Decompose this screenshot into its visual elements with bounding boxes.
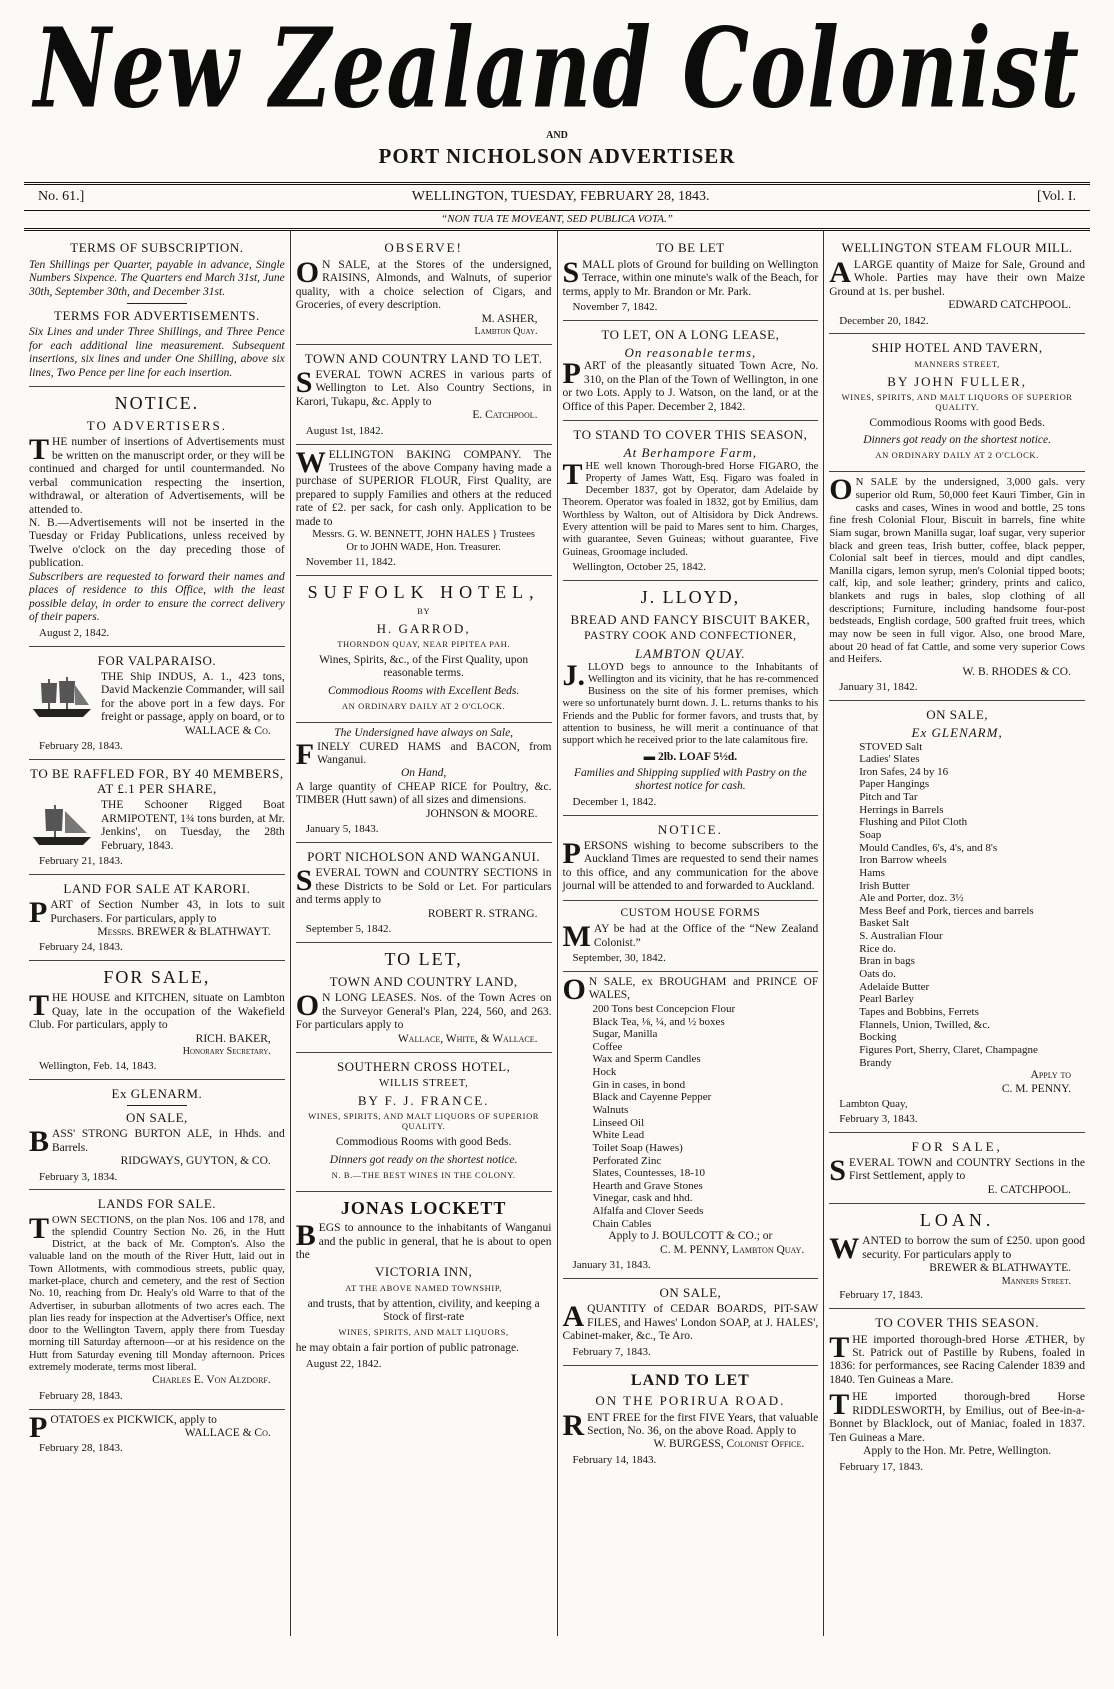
to-advertisers: TO ADVERTISERS.: [86, 418, 227, 434]
motto: “NON TUA TE MOVEANT, SED PUBLICA VOTA.”: [24, 211, 1090, 232]
riddlesworth-text: THE imported thorough-bred Horse RIDDLESWORTH, by Emilius, out of Bee-in-a-Bonnet by Blacklock, out of Maniac, foaled in 1837. Ten Guineas a Mare.: [829, 1388, 1085, 1444]
glenarm-goods-heading: ON SALE,: [926, 707, 989, 723]
notice-date: August 2, 1842.: [39, 626, 110, 639]
list-item: White Lead: [592, 1129, 645, 1142]
to-be-let-ad: [563, 234, 819, 320]
lands-text: TOWN SECTIONS, on the plan Nos. 106 and 178, and the splendid Country Section No. 26, in the Hutt District, at the back of Mr. Compton's. Also the valuable land on the mouth of the River Hutt, laid out in Town Allotments, with commodious streets, public quay, market-place, church and cemetery, and the rest of Section No. 10, reaching from Dr. Healy's old Warre to that of the Advertiser, in suburban allotments of two acres each. The plan lies ready for inspection at the Advertiser's Office, next door to the Wellington Tavern, apply there from Tuesday morning till Saturday afternoon—or at his residence on the Hutt from Saturday evening till Monday afternoon. Prices extremely moderate, terms most liberal.: [29, 1211, 285, 1373]
hams-text: FINELY CURED HAMS and BACON, from Wanganui.: [295, 737, 552, 771]
custom-forms-text: MAY be had at the Office of the “New Zealand Colonist.”: [562, 920, 819, 954]
newspaper-subtitle: PORT NICHOLSON ADVERTISER: [378, 143, 736, 168]
porirua-ad: [563, 1366, 819, 1473]
to-be-let-heading: TO BE LET: [656, 240, 725, 256]
lloyd-families: Families and Shipping supplied with Pastry on the shortest notice for cash.: [573, 766, 807, 793]
figaro-ad: [563, 421, 819, 581]
southern-cross-text: WINES, SPIRITS, AND MALT LIQUORS OF SUPERIOR QUALITY.: [308, 1111, 540, 1132]
lloyd-location: LAMBTON QUAY.: [635, 646, 746, 662]
lloyd-subheading-2: PASTRY COOK AND CONFECTIONER,: [584, 629, 797, 642]
raffle-text: THE Schooner Rigged Boat ARMIPOTENT, 1¾ tons burden, at Mr. Jenkins', on Tuesday, the 28th February, 1843.: [101, 799, 285, 852]
list-item: Hock: [592, 1066, 617, 1079]
list-item: Irish Butter: [859, 879, 910, 892]
glenarm-goods-ad: [829, 701, 1085, 1133]
suffolk-text: Wines, Spirits, &c., of the First Quality, upon reasonable terms.: [319, 653, 529, 680]
columns: [24, 231, 1090, 1636]
lands-sale-ad: [29, 1190, 285, 1409]
list-item: Basket Salt: [859, 917, 910, 930]
brougham-item-list: [563, 1003, 819, 1231]
list-item: Figures Port, Sherry, Claret, Champagne: [859, 1043, 1038, 1056]
for-sale-sections-ad: [829, 1133, 1085, 1205]
port-nicholson-text: SEVERAL TOWN and COUNTRY SECTIONS in these Districts to be Sold or Let. For particulars and terms apply to: [295, 864, 552, 907]
house-sale-signature-title: Honorary Secretary.: [182, 1046, 271, 1058]
notice-section: [29, 387, 285, 646]
southern-cross-nb: N. B.—THE BEST WINES IN THE COLONY.: [331, 1170, 516, 1181]
jonas-lockett-text-3: and trusts, that by attention, civility, and keeping a Stock of first-rate: [307, 1297, 540, 1324]
lloyd-ad: [563, 581, 819, 816]
long-lease-text: PART of the pleasantly situated Town Acre, No. 310, on the Plan of the Town of Wellington, in one or two Lots. Apply to J. Watson, on the land, or at the Office of this Paper. December 2, 1842.: [562, 357, 819, 413]
brougham-date: January 31, 1843.: [572, 1259, 651, 1272]
southern-cross-by: BY F. J. FRANCE.: [357, 1093, 490, 1109]
house-sale-date: Wellington, Feb. 14, 1843.: [39, 1059, 157, 1072]
observe-heading: OBSERVE!: [384, 240, 463, 256]
southern-cross-heading: SOUTHERN CROSS HOTEL,: [336, 1059, 511, 1075]
lands-heading: LANDS FOR SALE.: [97, 1196, 217, 1212]
loan-signature: BREWER & BLATHWAYTE.: [929, 1262, 1071, 1275]
ship-hotel-ad: [829, 334, 1085, 472]
list-item: Oats do.: [859, 968, 896, 981]
glenarm-apply: Apply to: [1030, 1069, 1071, 1082]
house-sale-ad: [29, 961, 285, 1079]
list-item: S. Australian Flour: [859, 930, 943, 943]
terms-text: Ten Shillings per Quarter, payable in advance, Single Numbers Sixpence. The Quarters end March 31st, June 30th, September 30th, and December 31st.: [29, 258, 285, 298]
loan-heading: LOAN.: [919, 1210, 995, 1231]
port-nicholson-date: September 5, 1842.: [305, 923, 392, 936]
porirua-text: RENT FREE for the first FIVE Years, that valuable Section, No. 36, on the above Road. Apply to: [562, 1408, 819, 1442]
southern-cross-dinners: Dinners got ready on the shortest notice.: [329, 1153, 518, 1166]
auckland-notice-ad: [563, 816, 819, 901]
potatoes-signature: WALLACE & Co.: [184, 1427, 271, 1439]
southern-cross-ad: [296, 1053, 552, 1192]
suffolk-heading: SUFFOLK HOTEL,: [307, 581, 540, 602]
potatoes-text: POTATOES ex PICKWICK, apply to: [29, 1410, 217, 1444]
list-item: Black Tea, ⅛, ¼, and ½ boxes: [592, 1015, 725, 1028]
port-nicholson-heading: PORT NICHOLSON AND WANGANUI.: [307, 849, 541, 865]
jonas-lockett-text-5: he may obtain a fair portion of public patronage.: [295, 1342, 519, 1355]
cedar-text: AQUANTITY of CEDAR BOARDS, PIT-SAW FILES, and Hawes' London SOAP, at J. HALES', Cabinet-maker, &c., Te Aro.: [562, 1300, 819, 1343]
divider: [127, 1105, 187, 1106]
lloyd-text: J.LLOYD begs to announce to the Inhabitants of Wellington and its vicinity, that he has re-commenced Business on the site of his former premises, which were so unfortunately burnt down. J. L. returns thanks to his Friends and the Public for former favors, and trusts that, by attention to business, he will merit a continuance of that support which he received prior to the late calamitous fire.: [562, 658, 819, 747]
list-item: Hearth and Grave Stones: [592, 1179, 703, 1192]
porirua-heading: LAND TO LET: [630, 1371, 750, 1389]
baking-company-ad: [296, 445, 552, 576]
brougham-signature: Apply to J. BOULCOTT & CO.; or: [608, 1230, 773, 1243]
list-item: Alfalfa and Clover Seeds: [592, 1205, 704, 1218]
list-item: Mess Beef and Pork, tierces and barrels: [859, 904, 1034, 917]
cover-season-ad: [829, 1309, 1085, 1479]
to-let-heading: TO LET,: [384, 948, 463, 969]
jonas-lockett-date: August 22, 1842.: [305, 1357, 382, 1370]
karori-heading: LAND FOR SALE AT KARORI.: [63, 880, 251, 896]
cover-season-signature: Apply to the Hon. Mr. Petre, Wellington.: [863, 1445, 1052, 1458]
ship-icon: [29, 673, 95, 721]
ship-hotel-by: BY JOHN FULLER,: [887, 373, 1027, 389]
lloyd-subheading: BREAD AND FANCY BISCUIT BAKER,: [570, 611, 811, 627]
loan-signature-street: Manners Street.: [1001, 1275, 1071, 1287]
raffle-date: February 21, 1843.: [39, 855, 123, 868]
glenarm-heading: Ex GLENARM.: [111, 1085, 203, 1101]
custom-forms-date: September, 30, 1842.: [572, 952, 666, 965]
list-item: Gin in cases, in bond: [592, 1078, 686, 1091]
bass-ale-date: February 3, 1834.: [39, 1170, 118, 1183]
porirua-date: February 14, 1843.: [572, 1453, 657, 1466]
brougham-text: ON SALE, ex BROUGHAM and PRINCE OF WALES,: [562, 972, 819, 1006]
list-item: Paper Hangings: [859, 778, 930, 791]
column-1: [24, 231, 291, 1636]
list-item: Slates, Countesses, 18-10: [592, 1167, 705, 1180]
lands-signature: Charles E. Von Alzdorf.: [152, 1374, 271, 1387]
long-lease-heading: TO LET, ON A LONG LEASE,: [601, 326, 780, 342]
aether-text: THE imported thorough-bred Horse ÆTHER, by St. Patrick out of Pastille by Rubens, foaled in 1836: for performances, see Racing Calender 1839 and 1840. Ten Guineas a Mare.: [829, 1330, 1085, 1386]
to-be-let-text: SMALL plots of Ground for building on Wellington Terrace, within one minute's walk of the Beach, for terms, apply to Mr. Brandon or Mr. Park.: [562, 255, 819, 298]
hams-text-2: A large quantity of CHEAP RICE for Poultry, &c. TIMBER (Hutt sawn) of all sizes and dimensions.: [295, 780, 552, 807]
list-item: Tapes and Bobbins, Ferrets: [859, 1005, 979, 1018]
list-item: STOVED Salt: [859, 740, 923, 753]
raffle-heading: TO BE RAFFLED FOR, BY 40 MEMBERS, AT £.1 PER SHARE,: [30, 765, 284, 797]
rhodes-date: January 31, 1842.: [839, 681, 918, 694]
volume-number: [Vol. I.: [1036, 189, 1076, 205]
newspaper-title: New Zealand Colonist: [33, 4, 1081, 133]
baking-signature: Messrs. G. W. BENNETT, JOHN HALES } Trustees: [312, 529, 535, 541]
town-land-signature: E. Catchpool.: [472, 409, 538, 422]
suffolk-ordinary: AN ORDINARY DAILY AT 2 O'CLOCK.: [341, 701, 506, 712]
list-item: Bran in bags: [859, 955, 915, 968]
baking-date: November 11, 1842.: [305, 555, 396, 568]
figaro-subheading: At Berhampore Farm,: [623, 445, 758, 461]
valparaiso-text: THE Ship INDUS, A. 1., 423 tons, David Mackenzie Commander, will sail for the above port in a few days. For freight or passage, apply on board, or to: [101, 670, 285, 724]
to-let-signature: Wallace, White, & Wallace.: [397, 1032, 538, 1045]
jonas-lockett-ad: [296, 1192, 552, 1377]
karori-signature: Messrs. BREWER & BLATHWAYT.: [97, 926, 271, 939]
to-let-text: ON LONG LEASES. Nos. of the Town Acres on the Surveyor General's Plan, 224, 560, and 263. For particulars apply to: [295, 989, 552, 1032]
raffle-ad: [29, 760, 285, 875]
baking-treasurer: Or to JOHN WADE, Hon. Treasurer.: [346, 541, 501, 553]
port-nicholson-signature: ROBERT R. STRANG.: [427, 907, 538, 920]
figaro-text: THE well known Thorough-bred Horse FIGARO, the Property of James Watt, Esq. Figaro was foaled in December 1837, got by Operator, dam Adelaide by Theorem. Operator was foaled in 1832, got by Emilius, dam Worthless by Walton, out of Altisidora by Dick Andrews. Every attention will be paid to Mares sent to him. Charges, with guarantee, Seven Guineas; without guarantee, Five Guineas, Groomage included.: [562, 457, 819, 558]
list-item: 200 Tons best Concepcion Flour: [592, 1002, 736, 1015]
list-item: Iron Safes, 24 by 16: [859, 765, 949, 778]
for-sale-text: SEVERAL TOWN and COUNTRY Sections in the First Settlement, apply to: [829, 1154, 1085, 1187]
long-lease-ad: [563, 321, 819, 421]
on-sale-heading: ON SALE,: [125, 1109, 188, 1125]
southern-cross-street: WILLIS STREET,: [378, 1077, 469, 1090]
notice-heading: NOTICE.: [114, 393, 200, 414]
observe-signature: M. ASHER,: [481, 312, 538, 325]
list-item: Mould Candles, 6's, 4's, and 8's: [859, 841, 998, 854]
list-item: Flannels, Union, Twilled, &c.: [859, 1018, 990, 1031]
flour-mill-ad: [829, 234, 1085, 334]
custom-forms-ad: [563, 901, 819, 972]
valparaiso-signature: WALLACE & Co.: [184, 724, 271, 737]
list-item: Sugar, Manilla: [592, 1028, 658, 1041]
column-3: [558, 231, 825, 1636]
column-4: [824, 231, 1090, 1636]
loan-date: February 17, 1843.: [839, 1289, 923, 1302]
terms-section: [29, 234, 285, 387]
hams-signature: JOHNSON & MOORE.: [426, 807, 538, 820]
karori-date: February 24, 1843.: [39, 941, 123, 954]
to-be-let-date: November 7, 1842.: [572, 301, 658, 314]
cedar-date: February 7, 1843.: [572, 1345, 651, 1358]
list-item: Herrings in Barrels: [859, 803, 944, 816]
flour-mill-text: ALARGE quantity of Maize for Sale, Ground and Whole. Parties may have their own Maize Ground at 1s. per bushel.: [829, 255, 1085, 298]
divider: [127, 303, 187, 304]
karori-text: PART of Section Number 43, in lots to suit Purchasers. For particulars, apply to: [29, 896, 285, 930]
list-item: Toilet Soap (Hawes): [592, 1141, 683, 1154]
figaro-date: Wellington, October 25, 1842.: [572, 560, 707, 573]
observe-text: ON SALE, at the Stores of the undersigned, RAISINS, Almonds, and Walnuts, of superior quality, with a choice selection of Cigars, and Groceries, of every description.: [295, 255, 552, 312]
hams-on-hand: On Hand,: [400, 767, 447, 780]
suffolk-proprietor: H. GARROD,: [376, 620, 471, 636]
list-item: Chain Cables: [592, 1217, 652, 1230]
ship-hotel-ordinary: AN ORDINARY DAILY AT 2 O'CLOCK.: [875, 450, 1039, 461]
town-land-heading: TOWN AND COUNTRY LAND TO LET.: [304, 350, 543, 366]
town-land-ad: [296, 345, 552, 445]
glenarm-signature: C. M. PENNY.: [1001, 1082, 1071, 1095]
valparaiso-date: February 28, 1843.: [39, 739, 123, 752]
lands-date: February 28, 1843.: [39, 1389, 123, 1402]
ship-hotel-street: MANNERS STREET,: [914, 358, 1000, 369]
list-item: Wax and Sperm Candles: [592, 1053, 701, 1066]
flour-mill-heading: WELLINGTON STEAM FLOUR MILL.: [841, 240, 1073, 256]
list-item: Hams: [859, 866, 885, 879]
issue-date: WELLINGTON, TUESDAY, FEBRUARY 28, 1843.: [411, 189, 710, 205]
ship-icon: [29, 801, 95, 849]
list-item: Flushing and Pilot Cloth: [859, 816, 968, 829]
glenarm-item-list: [829, 741, 1085, 1070]
suffolk-address: THORNDON QUAY, NEAR PIPITEA PAH.: [337, 638, 511, 649]
list-item: Vinegar, cask and hhd.: [592, 1192, 693, 1205]
ship-hotel-dinners: Dinners got ready on the shortest notice.: [863, 434, 1051, 447]
issue-number: No. 61.]: [38, 189, 85, 205]
auckland-notice-heading: NOTICE.: [657, 821, 723, 837]
rhodes-signature: W. B. RHODES & CO.: [962, 665, 1071, 678]
cover-season-heading: TO COVER THIS SEASON.: [875, 1315, 1040, 1331]
rhodes-text: ON SALE by the undersigned, 3,000 gals. very superior old Rum, 50,000 feet Kauri Timber, Gin in casks and cases, Wines in wood and bottle, 25 tons fine fresh Colonial Flour, Biscuit in barrels, fine white Siam sugar, brown Manilla sugar, loaf sugar, very superior black and green teas, Irish butter, coffee, black pepper, Colonial salt beef in tierces, mould and dipt candles, Manilla cigars, lemon syrup, men's Colonial tipped boots; calf, kip, and sole leather; grindery, prints and calico, blankets and rugs in bales, slop clothing of all descriptions; Furniture, including handsome four-post bedsteads, English cordage, 500 grafted fruit trees, which may now be seen in full vigor. Also, one brood Mare, about 20 head of fat Cattle, and some very superior Cows and Heifers.: [829, 473, 1085, 666]
valparaiso-heading: FOR VALPARAISO.: [97, 652, 217, 668]
jonas-lockett-wines: WINES, SPIRITS, AND MALT LIQUORS,: [338, 1327, 509, 1338]
list-item: Adelaide Butter: [859, 980, 930, 993]
glenarm-place: Lambton Quay,: [839, 1098, 908, 1111]
suffolk-rooms: Commodious Rooms with Excellent Beds.: [327, 684, 520, 697]
masthead: [24, 6, 1090, 168]
long-lease-subheading: On reasonable terms,: [624, 345, 757, 361]
brougham-ad: [563, 972, 819, 1279]
adv-terms-heading: TERMS FOR ADVERTISEMENTS.: [54, 308, 260, 324]
suffolk-hotel-ad: [296, 576, 552, 723]
list-item: Walnuts: [592, 1104, 629, 1116]
potatoes-date: February 28, 1843.: [39, 1442, 123, 1455]
victoria-inn: VICTORIA INN,: [374, 1264, 473, 1280]
adv-terms-text: Six Lines and under Three Shillings, and Three Pence for each additional line measurement. Subsequent insertions, six lines and under One Shilling, above six lines, Two Pence per line for each insertion.: [29, 326, 285, 379]
town-land-date: August 1st, 1842.: [305, 424, 384, 437]
flour-mill-signature: EDWARD CATCHPOOL.: [948, 299, 1071, 312]
ship-hotel-rooms: Commodious Rooms with good Beds.: [869, 416, 1045, 429]
hams-preface: The Undersigned have always on Sale,: [334, 727, 514, 740]
notice-text-1: THE number of insertions of Advertisements must be written on the manuscript order, or they will be continued and charged for until countermanded. No verbal communication respecting the insertion, withdrawal, or alteration of Advertisements, will be attended to.: [29, 433, 285, 516]
lloyd-loaf-price: 2lb. LOAF 5½d.: [657, 750, 738, 763]
list-item: Pearl Barley: [859, 993, 914, 1006]
terms-heading: TERMS OF SUBSCRIPTION.: [70, 240, 244, 256]
list-item: Coffee: [592, 1040, 623, 1053]
southern-cross-rooms: Commodious Rooms with good Beds.: [335, 1136, 512, 1149]
bass-ale-text: BASS' STRONG BURTON ALE, in Hhds. and Barrels.: [29, 1125, 285, 1159]
glenarm-date: February 3, 1843.: [839, 1112, 918, 1125]
list-item: Linseed Oil: [592, 1116, 645, 1129]
list-item: Iron Barrow wheels: [859, 854, 947, 867]
observe-place: Lambton Quay.: [474, 325, 538, 337]
glenarm-ale-ad: [29, 1080, 285, 1191]
notice-text-3: Subscribers are requested to forward their names and places of residence to this Office, with the least possible delay, in order to ensure the correct delivery of their papers.: [29, 570, 285, 624]
flour-mill-date: December 20, 1842.: [839, 314, 929, 327]
column-2: [291, 231, 558, 1636]
list-item: Pitch and Tar: [859, 791, 918, 804]
glenarm-goods-subheading: Ex GLENARM,: [911, 725, 1003, 741]
bass-ale-signature: RIDGWAYS, GUYTON, & CO.: [120, 1155, 271, 1168]
brougham-signature-2: C. M. PENNY, Lambton Quay.: [660, 1243, 805, 1256]
rhodes-ad: [829, 472, 1085, 701]
cover-season-date: February 17, 1843.: [839, 1460, 923, 1473]
baking-text: WELLINGTON BAKING COMPANY. The Trustees of the above Company having made a purchase of SUPERIOR FLOUR, First Quality, are prepared to supply Families and others at the reduced rate of £2. per sack, for cash only. Application to be made to: [295, 445, 552, 528]
jonas-lockett-heading: JONAS LOCKETT: [340, 1198, 507, 1219]
list-item: Rice do.: [859, 942, 896, 955]
figaro-heading: TO STAND TO COVER THIS SEASON,: [573, 427, 808, 443]
list-item: Bocking: [859, 1031, 897, 1044]
loan-ad: [829, 1204, 1085, 1309]
town-land-text: SEVERAL TOWN ACRES in various parts of Wellington to Let. Also Country Sections, in Karori, Tukapu, &c. Apply to: [295, 365, 552, 408]
list-item: Black and Cayenne Pepper: [592, 1091, 712, 1104]
list-item: Perforated Zinc: [592, 1154, 662, 1167]
potatoes-ad: [29, 1410, 285, 1462]
port-nicholson-ad: [296, 843, 552, 943]
hams-ad: [296, 723, 552, 843]
to-let-ad: [296, 943, 552, 1053]
ship-hotel-heading: SHIP HOTEL AND TAVERN,: [871, 340, 1043, 356]
house-sale-signature: RICH. BAKER,: [195, 1032, 271, 1045]
notice-text-2: N. B.—Advertisements will not be inserted in the Tuesday or Friday Publications, unless received by Twelve o'clock on the day preceding those of publication.: [29, 517, 285, 570]
cedar-heading: ON SALE,: [659, 1285, 722, 1301]
dateline-bar: [24, 182, 1090, 210]
list-item: Ale and Porter, doz. 3½: [859, 892, 964, 905]
list-item: Soap: [859, 829, 882, 841]
observe-ad: [296, 234, 552, 344]
porirua-signature: W. BURGESS, Colonist Office.: [653, 1438, 805, 1451]
lloyd-heading: J. LLOYD,: [640, 586, 741, 607]
list-item: Ladies' Slates: [859, 753, 920, 766]
loan-text: WANTED to borrow the sum of £250. upon good security. For particulars apply to: [829, 1232, 1085, 1266]
house-sale-text: THE HOUSE and KITCHEN, situate on Lambton Quay, late in the occupation of the Wakefield Club. For particulars, apply to: [29, 989, 285, 1032]
auckland-notice-text: PERSONS wishing to become subscribers to the Auckland Times are requested to send their names to this office, and any communication for the above journal will be attended to and forwarded to Auckland.: [562, 836, 819, 893]
cedar-boards-ad: [563, 1279, 819, 1365]
karori-ad: [29, 875, 285, 961]
masthead-and: AND: [546, 130, 568, 141]
to-let-subheading: TOWN AND COUNTRY LAND,: [329, 974, 518, 990]
list-item: Brandy: [859, 1056, 892, 1069]
valparaiso-ad: [29, 647, 285, 760]
custom-forms-heading: CUSTOM HOUSE FORMS: [620, 906, 761, 919]
porirua-subheading: ON THE PORIRUA ROAD.: [595, 1393, 786, 1409]
for-sale-signature: E. CATCHPOOL.: [987, 1183, 1071, 1196]
lloyd-date: December 1, 1842.: [572, 795, 657, 808]
house-sale-heading: FOR SALE,: [103, 967, 211, 988]
for-sale-heading: FOR SALE,: [911, 1138, 1003, 1154]
ship-hotel-text: WINES, SPIRITS, AND MALT LIQUORS OF SUPERIOR QUALITY.: [841, 391, 1073, 412]
suffolk-by: BY: [417, 605, 431, 616]
jonas-lockett-text: BEGS to announce to the inhabitants of Wanganui and the public in general, that he is about to open the: [295, 1219, 552, 1261]
bread-loaf-icon: ▬: [643, 750, 658, 763]
jonas-lockett-township: AT THE ABOVE NAMED TOWNSHIP,: [345, 1282, 502, 1293]
hams-date: January 5, 1843.: [305, 823, 379, 836]
